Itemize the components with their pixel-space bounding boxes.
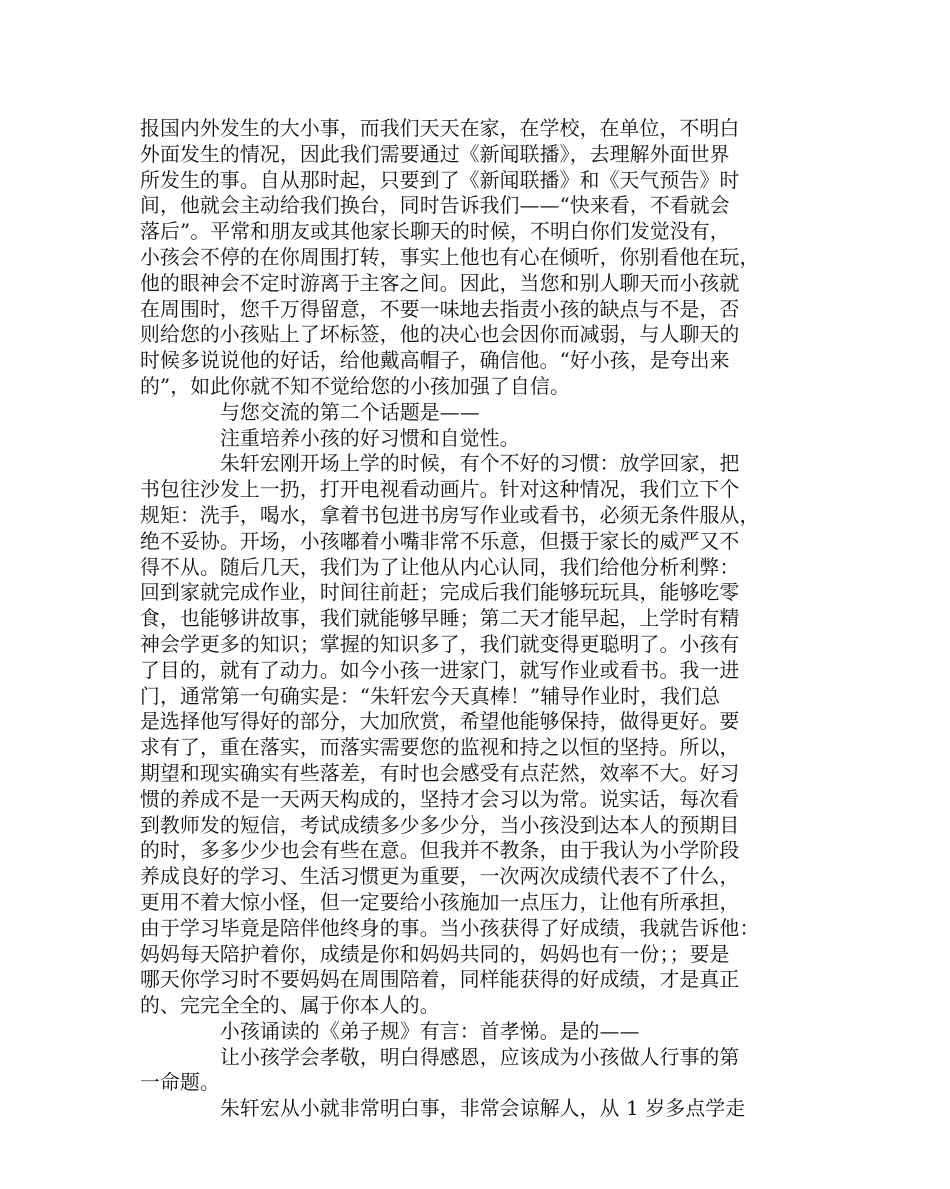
text-line: 的、完完全全的、属于你本人的。 xyxy=(140,994,440,1018)
text-line: 是选择他写得好的部分，大加欣赏，希望他能够保持，做得更好。要 xyxy=(140,710,740,734)
text-line: 则给您的小孩贴上了坏标签，他的决心也会因你而减弱，与人聊天的 xyxy=(140,323,740,347)
text-line: 他的眼神会不定时游离于主客之间。因此，当您和别人聊天而小孩就 xyxy=(140,271,740,295)
text-line: 期望和现实确实有些落差，有时也会感受有点茫然，效率不大。好习 xyxy=(140,761,740,785)
text-line: 所发生的事。自从那时起，只要到了《新闻联播》和《天气预告》时 xyxy=(140,168,740,192)
text-line: 求有了，重在落实，而落实需要您的监视和持之以恒的坚持。所以， xyxy=(140,736,740,760)
text-line: 食，也能够讲故事，我们就能够早睡；第二天才能早起，上学时有精 xyxy=(140,607,740,631)
text-line: 小孩会不停的在你周围打转，事实上他也有心在倾听，你别看他在玩， xyxy=(140,245,760,269)
text-line: 哪天你学习时不要妈妈在周围陪着，同样能获得的好成绩，才是真正 xyxy=(140,968,740,992)
text-line: 朱轩宏从小就非常明白事，非常会谅解人，从 1 岁多点学走 xyxy=(220,1097,746,1121)
text-line: 更用不着大惊小怪，但一定要给小孩施加一点压力，让他有所承担， xyxy=(140,890,740,914)
text-line: 间，他就会主动给我们换台，同时告诉我们——“快来看，不看就会 xyxy=(140,194,730,218)
text-line: 门，通常第一句确实是：“朱轩宏今天真棒！”辅导作业时，我们总 xyxy=(140,684,721,708)
text-line: 小孩诵读的《弟子规》有言：首孝悌。是的—— xyxy=(220,1019,640,1043)
text-line: 一命题。 xyxy=(140,1071,220,1095)
text-line: 的”，如此你就不知不觉给您的小孩加强了自信。 xyxy=(140,374,570,398)
document-body xyxy=(140,116,820,1122)
paragraph-heading: 注重培养小孩的好习惯和自觉性。 xyxy=(220,426,520,450)
paragraph-heading: 与您交流的第二个话题是—— xyxy=(220,400,480,424)
text-line: 到教师发的短信，考试成绩多少多少分，当小孩没到达本人的预期目 xyxy=(140,813,740,837)
text-line: 报国内外发生的大小事，而我们天天在家，在学校，在单位，不明白 xyxy=(140,117,740,140)
text-line: 由于学习毕竟是陪伴他终身的事。当小孩获得了好成绩，我就告诉他： xyxy=(140,916,760,940)
text-line: 养成良好的学习、生活习惯更为重要，一次两次成绩代表不了什么， xyxy=(140,865,740,889)
text-line: 得不从。随后几天，我们为了让他从内心认同，我们给他分析利弊： xyxy=(140,555,740,579)
text-line: 规矩：洗手，喝水，拿着书包进书房写作业或看书，必须无条件服从， xyxy=(140,503,760,527)
text-line: 神会学更多的知识；掌握的知识多了，我们就变得更聪明了。小孩有 xyxy=(140,632,740,656)
text-line: 书包往沙发上一扔，打开电视看动画片。针对这种情况，我们立下个 xyxy=(140,478,740,502)
text-line: 绝不妥协。开场，小孩嘟着小嘴非常不乐意，但摄于家长的威严又不 xyxy=(140,529,740,553)
text-line: 回到家就完成作业，时间往前赶；完成后我们能够玩玩具，能够吃零 xyxy=(140,581,740,605)
text-line: 时候多说说他的好话，给他戴高帽子，确信他。“好小孩，是夸出来 xyxy=(140,349,730,373)
text-line: 外面发生的情况，因此我们需要通过《新闻联播》，去理解外面世界 xyxy=(140,142,730,166)
text-line: 朱轩宏刚开场上学的时候，有个不好的习惯：放学回家，把 xyxy=(220,452,740,476)
text-line: 妈妈每天陪护着你，成绩是你和妈妈共同的，妈妈也有一份；；要是 xyxy=(140,942,730,966)
text-line: 惯的养成不是一天两天构成的，坚持才会习以为常。说实话，每次看 xyxy=(140,787,740,811)
text-line: 落后”。平常和朋友或其他家长聊天的时候，不明白你们发觉没有， xyxy=(140,220,730,244)
text-line: 在周围时，您千万得留意，不要一味地去指责小孩的缺点与不是，否 xyxy=(140,297,740,321)
text-line: 的时，多多少少也会有些在意。但我并不教条，由于我认为小学阶段 xyxy=(140,839,740,863)
text-line: 让小孩学会孝敬，明白得感恩，应该成为小孩做人行事的第 xyxy=(220,1045,740,1069)
text-line: 了目的，就有了动力。如今小孩一进家门，就写作业或看书。我一进 xyxy=(140,658,740,682)
